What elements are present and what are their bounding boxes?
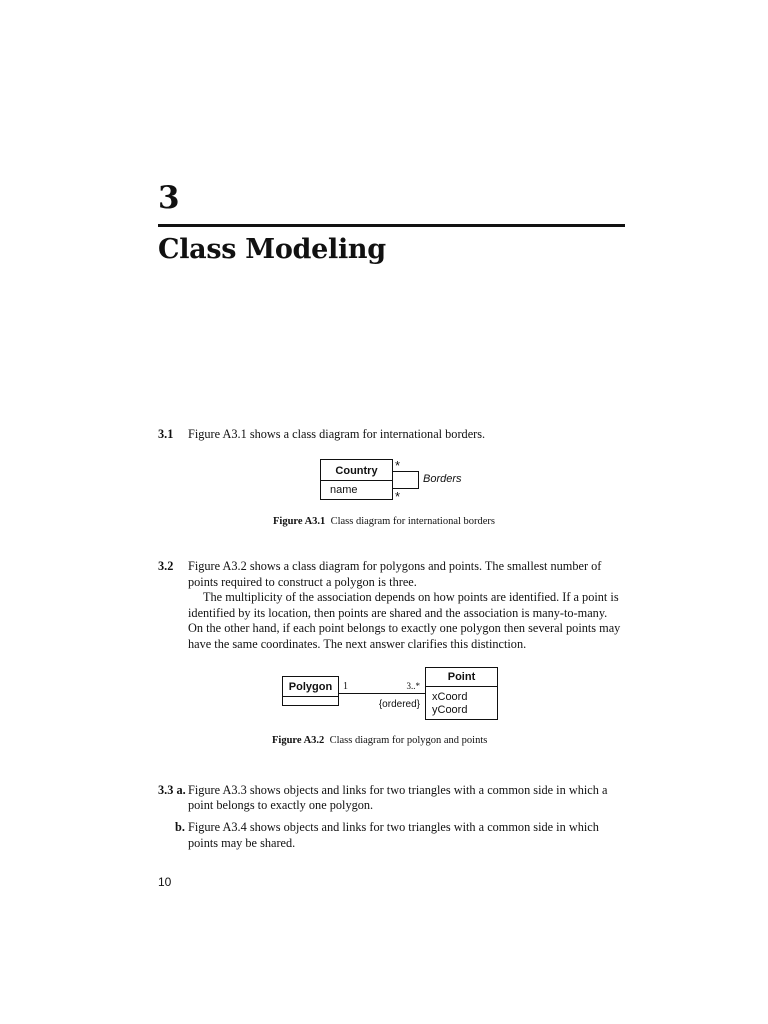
ordered-constraint: {ordered}: [378, 699, 420, 710]
figure-a3-1-caption: [273, 515, 495, 529]
figure-a3-1-diagram: [300, 452, 500, 508]
section-3-3-b-line-2: points may be shared.: [188, 836, 296, 850]
section-3-3-a-label: a.: [176, 783, 186, 797]
country-attribute-name: name: [330, 484, 358, 496]
figure-a3-1-caption-text: Class diagram for international borders: [330, 516, 496, 527]
point-attribute-ycoord: yCoord: [432, 704, 468, 716]
figure-a3-2-diagram: [278, 662, 508, 724]
section-3-1-number: 3.1: [158, 427, 174, 441]
figure-a3-2-caption-label: Figure A3.2: [272, 735, 325, 746]
polygon-class-name: Polygon: [288, 681, 333, 693]
section-3-3-b-line-1: Figure A3.4 shows objects and links for two triangles with a common side in which: [188, 820, 599, 834]
polygon-multiplicity: 1: [343, 681, 348, 692]
section-3-3-a-line-1: Figure A3.3 shows objects and links for two triangles with a common side in which a: [188, 783, 608, 797]
section-3-2-line-4: identified by its location, then points are shared and the association is many-to-many.: [188, 606, 608, 620]
point-multiplicity: 3..*: [406, 681, 420, 691]
section-3-3-a-line-2: point belongs to exactly one polygon.: [188, 798, 374, 812]
figure-a3-2-caption: [272, 734, 487, 748]
chapter-title: Class Modeling: [158, 234, 386, 265]
figure-a3-2-caption-text: Class diagram for polygon and points: [329, 735, 488, 746]
page-number: 10: [158, 875, 172, 889]
point-attribute-xcoord: xCoord: [432, 691, 468, 703]
country-class-name: Country: [335, 465, 378, 477]
point-class-name: Point: [447, 671, 476, 683]
figure-a3-1-caption-label: Figure A3.1: [273, 516, 326, 527]
section-3-3-b-label: b.: [175, 820, 185, 834]
section-3-1-text: Figure A3.1 shows a class diagram for international borders.: [188, 427, 486, 441]
section-3-3-number: [158, 783, 186, 799]
chapter-number: 3: [158, 180, 180, 216]
section-3-3-num: 3.3: [158, 783, 174, 797]
section-3-2-line-6: have the same coordinates. The next answer clarifies this distinction.: [188, 637, 527, 651]
section-3-2-line-5: On the other hand, if each point belongs to exactly one polygon then several points may: [188, 621, 621, 635]
borders-multiplicity-bottom: *: [395, 489, 401, 504]
section-3-2-line-1: Figure A3.2 shows a class diagram for polygons and points. The smallest number of: [188, 559, 602, 573]
borders-multiplicity-top: *: [395, 458, 401, 473]
section-3-2-number: 3.2: [158, 559, 174, 573]
section-3-2-line-3: The multiplicity of the association depends on how points are identified. If a point is: [203, 590, 619, 604]
chapter-rule: [158, 224, 625, 227]
borders-self-association: [393, 472, 419, 489]
borders-association-name: Borders: [423, 473, 462, 485]
section-3-2-line-2: points required to construct a polygon is three.: [188, 575, 417, 589]
